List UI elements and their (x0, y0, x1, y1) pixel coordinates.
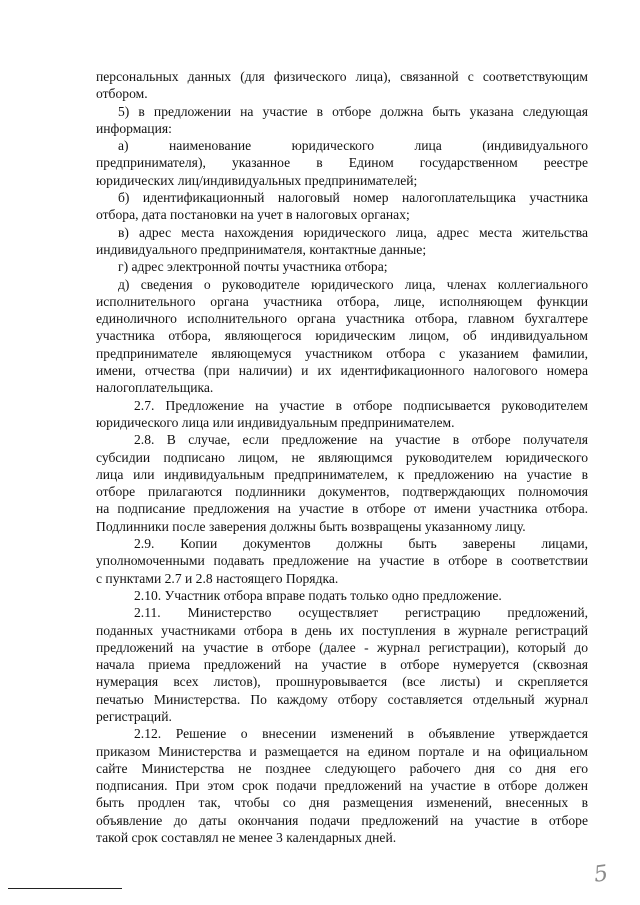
document-body (96, 68, 588, 846)
text-line: поданных участниками отбора в день их поступления в журнале регистраций (96, 622, 588, 638)
text-line: 5) в предложении на участие в отборе должна быть указана следующая (118, 103, 588, 119)
handwritten-page-number: 5 (592, 861, 610, 888)
text-line: д) сведения о руководителе юридического лица, членах коллегиального (118, 276, 588, 292)
text-line: налогоплательщика. (96, 380, 214, 396)
text-line: имени, отчества (при наличии) и их идентификационного налогового номера (96, 363, 588, 379)
text-line: юридического лица или индивидуальным предпринимателем. (96, 414, 455, 430)
text-line: в) адрес места нахождения юридического лица, адрес места жительства (118, 224, 588, 240)
text-line: информация: (96, 120, 172, 136)
text-line: персональных данных (для физического лица), связанной с соответствующим (96, 69, 588, 84)
text-line: субсидии подписано лицом, не являющимся руководителем юридического (96, 449, 588, 465)
text-line: предпринимателе являющемуся участником отбора с указанием фамилии, (96, 345, 588, 361)
text-line: юридических лиц/индивидуальных предпринимателей; (96, 172, 418, 188)
text-line: регистраций. (96, 708, 172, 724)
text-line: а) наименование юридического лица (индивидуального (118, 138, 588, 154)
footer-rule (8, 888, 122, 889)
text-line: предложений на участие в отборе (далее - журнал регистрации), который до (96, 639, 588, 655)
text-line: г) адрес электронной почты участника отбора; (118, 259, 388, 275)
text-line: б) идентификационный налоговый номер налогоплательщика участника (118, 190, 588, 206)
text-line: подписания. При этом срок подачи предложений на участие в отборе должен (96, 778, 588, 794)
text-line: лица или индивидуальным предпринимателем, к предложению на участие в (96, 466, 588, 482)
text-line: объявление до даты окончания подачи предложений на участие в отборе (96, 812, 588, 828)
text-line: приказом Министерства и размещается на едином портале и на официальном (96, 743, 588, 759)
text-line: с пунктами 2.7 и 2.8 настоящего Порядка. (96, 570, 339, 586)
text-line: 2.11. Министерство осуществляет регистрацию предложений, (134, 605, 588, 621)
text-line: 2.9. Копии документов должны быть заверены лицами, (134, 536, 588, 552)
text-line: начала приема предложений на участие в отборе нумеруется (сквозная (96, 657, 588, 673)
text-line: исполнительного органа участника отбора, лице, исполняющем функции (96, 293, 588, 309)
text-line: 2.12. Решение о внесении изменений в объявление утверждается (134, 726, 588, 742)
text-line: сайте Министерства не позднее следующего рабочего дня со дня его (96, 760, 588, 776)
text-line: Подлинники после заверения должны быть возвращены указанному лицу. (96, 518, 526, 534)
text-line: единоличного исполнительного органа участника отбора, главном бухгалтере (96, 311, 588, 327)
text-line: такой срок составлял не менее 3 календарных дней. (96, 830, 397, 846)
text-line: на подписание предложения на участие в отборе от имени участника отбора. (96, 501, 588, 517)
text-line: 2.10. Участник отбора вправе подать только одно предложение. (134, 587, 502, 603)
text-line: 2.7. Предложение на участие в отборе подписывается руководителем (134, 397, 588, 413)
text-line: предпринимателя), указанное в Едином государственном реестре (96, 155, 588, 171)
text-line: быть продлен так, чтобы со дня размещения изменений, внесенных в (96, 795, 588, 811)
text-line: уполномоченными подавать предложение на участие в отборе в соответствии (96, 553, 588, 569)
text-line: 2.8. В случае, если предложение на участие в отборе получателя (134, 432, 588, 448)
text-line: отборе прилагаются подлинники документов, подтверждающих полномочия (96, 484, 588, 500)
text-line: отбора, дата постановки на учет в налоговых органах; (96, 207, 410, 223)
text-line: отбором. (96, 86, 148, 102)
text-line: нумерация всех листов), прошнуровывается (все листы) и скрепляется (96, 674, 588, 690)
text-line: печатью Министерства. По каждому отбору составляется отдельный журнал (96, 691, 588, 707)
text-line: индивидуального предпринимателя, контактные данные; (96, 241, 427, 257)
text-line: участника отбора, являющегося юридическим лицом, об индивидуальном (96, 328, 588, 344)
